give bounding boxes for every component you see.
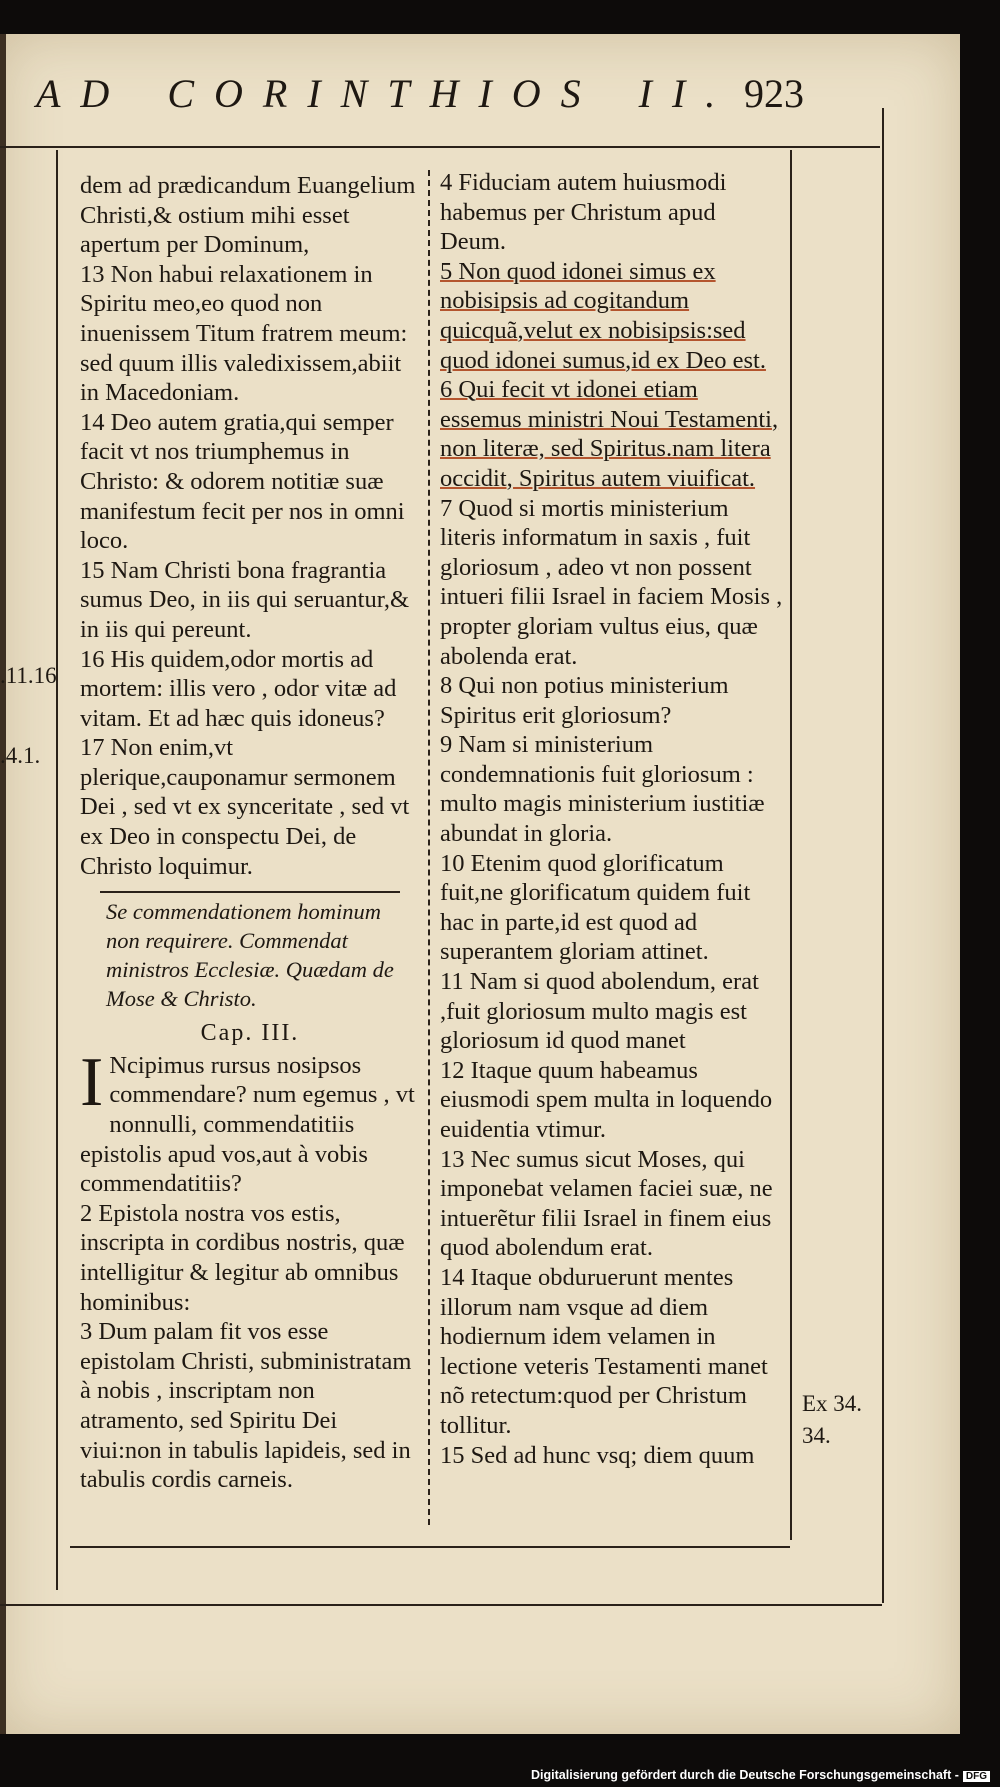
chapter-heading: Cap. III. [200,1020,300,1047]
margin-note-reference: 34. [802,1423,831,1448]
dfg-logo: DFG [963,1771,990,1782]
paragraph-verse-15: 15 Nam Christi bona fragrantia sumus Deo, in iis qui seruantur,& in iis qui pereunt. [80,556,410,643]
paragraph-chapter-3-verse-2: 2 Epistola nostra vos estis, inscripta in cordibus nostris, quæ intelligitur & legitur ab omnibus hominibus: [80,1199,405,1316]
credit-text: Digitalisierung gefördert durch die Deutsche Forschungsgemeinschaft - [531,1768,959,1782]
section-divider [100,891,400,893]
bottom-rule [70,1546,790,1548]
paragraph-verse-16: 16 His quidem,odor mortis ad mortem: illis vero , odor vitæ ad vitam. Et ad hæc quis idoneus? [80,645,397,732]
left-frame-rule [56,150,58,1590]
margin-note-reference: Ex 34. [802,1391,863,1416]
paragraph-chapter-3-verse-3: 3 Dum palam fit vos esse epistolam Christi, subministratam à nobis , inscriptam non atramento, sed Spiritu Dei viui:non in tabulis lapideis, sed in tabulis cordis carneis. [80,1318,412,1494]
paragraph-verse-8: 8 Qui non potius ministerium Spiritus erit gloriosum? [440,672,729,729]
right-column [440,168,785,1470]
verse-1-text: Ncipimus rursus nosipsos commendare? num egemus , vt nonnulli, commendatitiis epistolis apud vos,aut à vobis commendatitiis? [80,1051,415,1198]
paragraph-verse-17: 17 Non enim,vt plerique,cauponamur sermonem Dei , sed vt ex synceritate , sed vt ex Deo in conspectu Dei, de Christo loquimur. [80,734,410,880]
paragraph-verse-11: 11 Nam si quod abolendum, erat ,fuit gloriosum multo magis est gloriosum id quod manet [440,968,759,1055]
paragraph-verse-12: dem ad prædicandum Euangelium Christi,& ostium mihi esset apertum per Dominum, [80,172,416,259]
header-rule [0,146,880,148]
margin-note-reference: .4.1. [0,743,41,768]
digitization-credit [531,1768,990,1782]
left-column [80,171,420,1495]
paragraph-verse-4: 4 Fiduciam autem huiusmodi habemus per Christum apud Deum. [440,169,727,256]
drop-cap: I [80,1043,104,1121]
page-bottom-rule [0,1604,882,1606]
running-head-title: AD CORINTHIOS II. [36,71,736,116]
paragraph-verse-14: 14 Deo autem gratia,qui semper facit vt nos triumphemus in Christo: & odorem notitiæ suæ manifestum fecit per nos in omni loco. [80,408,405,555]
paragraph-verse-5: 5 Non quod idonei simus ex nobisipsis ad cogitandum quicquã,velut ex nobisipsis:sed quod idonei sumus,id ex Deo est. [440,257,766,374]
paragraph-verse-13: 13 Nec sumus sicut Moses, qui imponebat velamen faciei suæ, ne intuerẽtur filii Israel in finem eius quod abolendum erat. [440,1145,773,1262]
paragraph-verse-12: 12 Itaque quum habeamus eiusmodi spem multa in loquendo euidentia vtimur. [440,1056,773,1143]
paragraph-verse-15: 15 Sed ad hunc vsq; diem quum [440,1441,755,1469]
column-divider [428,170,430,1525]
chapter-summary: Se commendationem hominum non requirere. Commendat ministros Ecclesiæ. Quædam de Mose & Christo. [106,899,394,1012]
paragraph-verse-14: 14 Itaque obduruerunt mentes illorum nam vsque ad diem hodiernum idem velamen in lectione veteris Testamenti manet nõ retectum:quod per Christum tollitur. [440,1263,768,1439]
margin-note-reference: .11.16 [0,663,57,688]
paragraph-verse-10: 10 Etenim quod glorificatum fuit,ne glorificatum quidem fuit hac in parte,id est quod ad superantem gloriam attinet. [440,849,751,966]
paragraph-verse-13: 13 Non habui relaxationem in Spiritu meo,eo quod non inuenissem Titum fratrem meum: sed quum illis valedixissem,abiit in Macedoniam. [80,260,408,407]
book-spine-edge [0,34,6,1734]
paragraph-verse-9: 9 Nam si ministerium condemnationis fuit gloriosum : multo magis ministerium iustitiæ abundat in gloria. [440,731,765,848]
right-frame-rule [790,150,792,1540]
paragraph-verse-6: 6 Qui fecit vt idonei etiam essemus ministri Noui Testamenti, non literæ, sed Spiritus.nam litera occidit, Spiritus autem viuificat. [440,376,779,492]
paragraph-chapter-3-verse-1 [80,1043,420,1199]
running-head [36,70,816,130]
right-outer-rule [882,108,884,1603]
page-number: 923 [744,71,804,116]
paragraph-verse-7: 7 Quod si mortis ministerium literis informatum in saxis , fuit gloriosum , adeo vt non possent intueri filii Israel in faciem Mosis , propter gloriam vultus eius, quæ abolenda erat. [440,494,783,670]
